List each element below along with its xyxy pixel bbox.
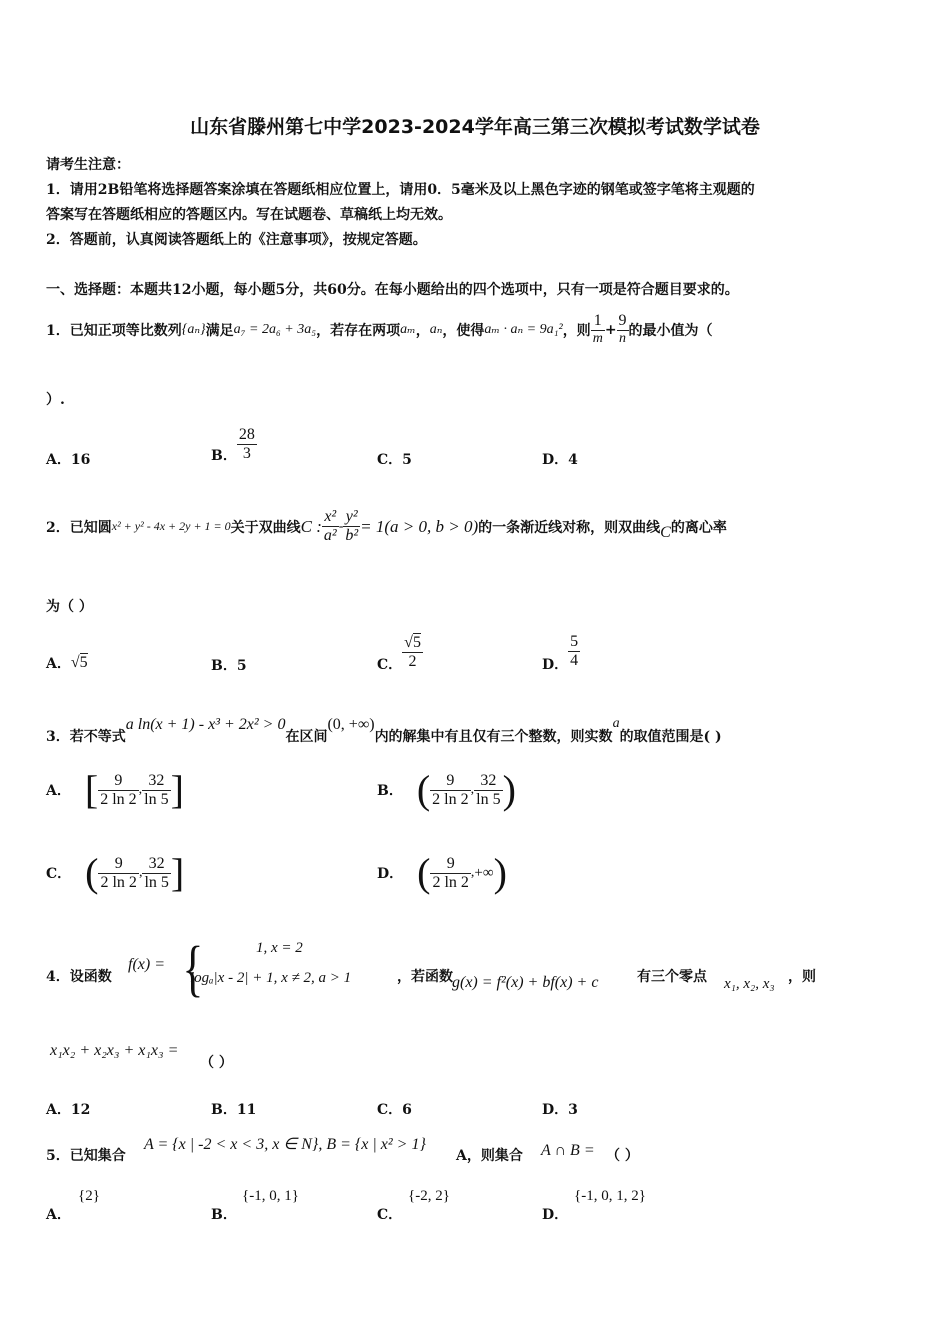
q4-fx: f(x) = [128,956,165,973]
q1-text-4: ，使得 [442,322,485,339]
q1-frac-1 [591,312,605,347]
q2-option-d-label: D． [542,657,569,673]
q3-option-a-label: A． [46,783,71,799]
q2-option-a-label: A． [46,656,71,672]
q2-text-3: 的一条渐近线对称，则双曲线 [478,519,661,536]
q4-expr: x₁x₂ + x₂x₃ + x₁x₃ = [50,1042,179,1059]
q2-frac-x-den: a² [323,527,337,544]
q2-frac-x-num: x² [324,508,337,525]
q1-am: aₘ [400,322,416,337]
q3-option-d-label: D． [377,866,404,882]
q3-option-d-den-1: 2 ln 2 [432,873,469,891]
q3-option-b-num-2: 32 [480,771,497,789]
q3-option-a-right: ] [170,767,184,812]
q1-prod: aₘ · aₙ = 9a₁² [484,322,563,337]
q4-text-4: ，则 [788,969,816,985]
q2-frac-y-den: b² [345,527,359,544]
q3-option-a-num-1: 9 [114,771,123,789]
q5-inter: A ∩ B = [541,1142,595,1159]
q2-close: 为（ ） [46,599,93,615]
q3-text-3: 内的解集中有且仅有三个整数，则实数 [374,729,613,745]
q3-option-a-frac-2 [142,772,170,809]
q4-piece-1: 1, x = 2 [256,940,303,956]
q2-option-d [542,628,580,674]
q4-zeros: x₁, x₂, x₃ [724,976,775,992]
q4-gx: g(x) = f²(x) + bf(x) + c [452,974,599,991]
q2-option-c-frac [402,634,423,671]
q3-option-c-den-2: ln 5 [144,873,169,891]
q1-option-a: A．16 [46,452,91,468]
q3-option-a-frac-1 [98,772,138,809]
q4-option-a: A．12 [46,1102,91,1118]
q1-cond: a₇ = 2a₆ + 3a₅ [233,321,317,337]
q1-seq: {aₙ} [181,322,206,337]
q1-text-1: 1．已知正项等比数列 [46,322,182,339]
q2-c-var: C [660,523,671,541]
q2-frac-y-num: y² [345,508,358,525]
q1-frac-2-den: n [617,330,629,347]
q5-option-d-val: {-1, 0, 1, 2} [574,1188,646,1204]
q4-paren: （ ） [200,1055,233,1071]
question-3 [46,716,722,746]
q1-option-b-den: 3 [237,444,257,463]
q4-piece-2: logₐ|x - 2| + 1, x ≠ 2, a > 1 [190,970,352,986]
q3-option-c-label: C． [46,866,72,882]
q3-option-c-left: ( [85,850,99,895]
q3-text-2: 在区间 [285,729,328,745]
q3-text-1: 3．若不等式 [46,729,126,745]
q3-option-a: A． [ $\frac{9}{2 \ln 2}$ , $\frac{32}{\ln 5}$ ] [46,767,184,812]
q2-option-c [377,630,423,674]
q1-comma: ， [415,322,430,339]
q2-rest: = 1(a > 0, b > 0) [360,516,479,536]
q3-option-c-num-1: 9 [114,854,123,872]
q4-brace: { [182,935,204,1003]
notice-item-2: 2．答题前，认真阅读答题纸上的《注意事项》，按规定答题。 [46,232,427,248]
q2-text-4: 的离心率 [670,519,727,536]
q5-paren: （ ） [606,1148,639,1164]
q1-text-5: ，则 [562,322,591,339]
q4-option-c: C．6 [377,1102,412,1118]
q3-option-a-num-2: 32 [148,771,165,789]
q3-option-a-left: [ [84,767,99,812]
q3-option-c-right: ] [170,850,185,895]
q1-an: aₙ [429,322,443,337]
q5-option-a-val: {2} [78,1188,100,1204]
q1-close: ）. [46,392,65,408]
q3-option-b-den-1: 2 ln 2 [432,790,469,808]
q3-option-b-frac-2 [474,772,502,809]
q2-text-1: 2．已知圆 [46,519,112,536]
q3-option-b-den-2: ln 5 [476,790,501,808]
q5-option-c-val: {-2, 2} [408,1188,450,1204]
q2-option-b: B．5 [211,658,247,674]
q2-option-c-radicand: 5 [412,633,421,651]
q5-text-2: A，则集合 [456,1148,523,1164]
q2-circle: x² + y² - 4x + 2y + 1 = 0 [111,519,231,533]
q3-option-c-frac-2 [142,855,170,892]
q4-text-1: 4．设函数 [46,969,112,985]
q3-interval: (0, +∞) [327,716,375,733]
q4-option-b: B．11 [211,1102,257,1118]
q5-text-1: 5．已知集合 [46,1148,126,1164]
q1-frac-1-num: 1 [593,312,602,329]
q1-frac-2-num: 9 [618,312,627,329]
q3-option-b: B． ( $\frac{9}{2 \ln 2}$ , $\frac{32}{\ln 5}$ ) [377,767,516,812]
q5-sets: A = {x | -2 < x < 3, x ∈ N}, B = {x | x² > 1} [144,1136,426,1153]
q2-frac-x [322,508,339,545]
section-heading: 一、选择题：本题共12小题，每小题5分，共60分。在每小题给出的四个选项中，只有一项是符合题目要求的。 [46,282,739,298]
q1-text-3: ，若存在两项 [316,322,401,339]
q3-option-b-frac-1 [430,772,470,809]
q1-option-c: C．5 [377,452,412,468]
q1-option-b-frac [237,426,257,463]
q1-text-2: 满足 [205,322,234,339]
q2-option-a-sqrt: √5 [70,654,88,671]
q3-option-d-frac-1 [430,855,470,892]
q3-option-b-num-1: 9 [446,771,455,789]
q2-option-d-den: 4 [570,651,579,669]
q3-a: a [612,716,620,731]
q1-plus: + [604,321,617,338]
q1-frac-1-den: m [592,331,603,346]
q3-option-c-frac-1 [98,855,138,892]
q3-option-b-label: B． [377,783,403,799]
q1-option-b-label: B． [211,448,237,464]
q3-option-c-den-1: 2 ln 2 [100,873,137,891]
q3-option-d-right: ) [493,850,507,895]
q3-option-a-den-1: 2 ln 2 [100,790,137,808]
q4-text-2: ，若函数 [397,969,453,985]
q3-option-b-right: ) [502,767,516,812]
q3-option-a-den-2: ln 5 [144,790,169,808]
q2-option-a-radicand: 5 [79,654,88,671]
q2-minus: - [338,518,344,534]
q3-option-d: D． ( $\frac{9}{2 \ln 2}$ , +∞ ) [377,850,507,895]
q3-option-d-num-1: 9 [446,854,455,872]
q2-option-c-den: 2 [402,652,423,671]
q3-ineq: a ln(x + 1) - x³ + 2x² > 0 [125,716,286,733]
q1-option-b [211,423,257,465]
q3-option-c: C． ( $\frac{9}{2 \ln 2}$ , $\frac{32}{\ln 5}$ ] [46,850,185,895]
notice-item-1a: 1．请用2B铅笔将选择题答案涂填在答题纸相应位置上，请用0．5毫米及以上黑色字迹的钢笔或签字笔将主观题的 [46,182,755,198]
q3-option-c-num-2: 32 [148,854,165,872]
question-2 [46,508,727,545]
q5-option-d: D． [542,1207,569,1223]
q3-option-b-left: ( [416,767,431,812]
notice-item-1b: 答案写在答题纸相应的答题区内。写在试题卷、草稿纸上均无效。 [46,207,452,223]
q5-option-b: B． [211,1207,237,1223]
q2-c-label: C : [300,516,322,536]
q2-option-d-num: 5 [570,632,579,650]
q3-option-d-left: ( [417,850,431,895]
question-1 [46,312,713,347]
q2-text-2: 关于双曲线 [230,519,301,536]
q1-option-d: D．4 [542,452,578,468]
q2-frac-y [343,508,360,545]
q1-frac-2 [617,312,629,347]
q3-option-d-inf: +∞ [474,864,494,881]
page-title: 山东省滕州第七中学2023-2024学年高三第三次模拟考试数学试卷 [190,116,760,138]
q2-option-a [46,653,88,673]
notice-heading: 请考生注意： [46,157,130,173]
q5-option-a: A． [46,1207,71,1223]
q1-text-6: 的最小值为（ [628,322,713,339]
q2-option-c-num: √5 [404,633,421,651]
q1-option-b-num: 28 [238,425,255,443]
q5-option-b-val: {-1, 0, 1} [242,1188,299,1204]
q5-option-c: C． [377,1207,403,1223]
q4-text-3: 有三个零点 [637,969,707,985]
q4-option-d: D．3 [542,1102,578,1118]
q2-option-d-frac [568,633,580,670]
q3-text-4: 的取值范围是( ) [619,729,722,745]
q2-option-c-label: C． [377,657,403,673]
